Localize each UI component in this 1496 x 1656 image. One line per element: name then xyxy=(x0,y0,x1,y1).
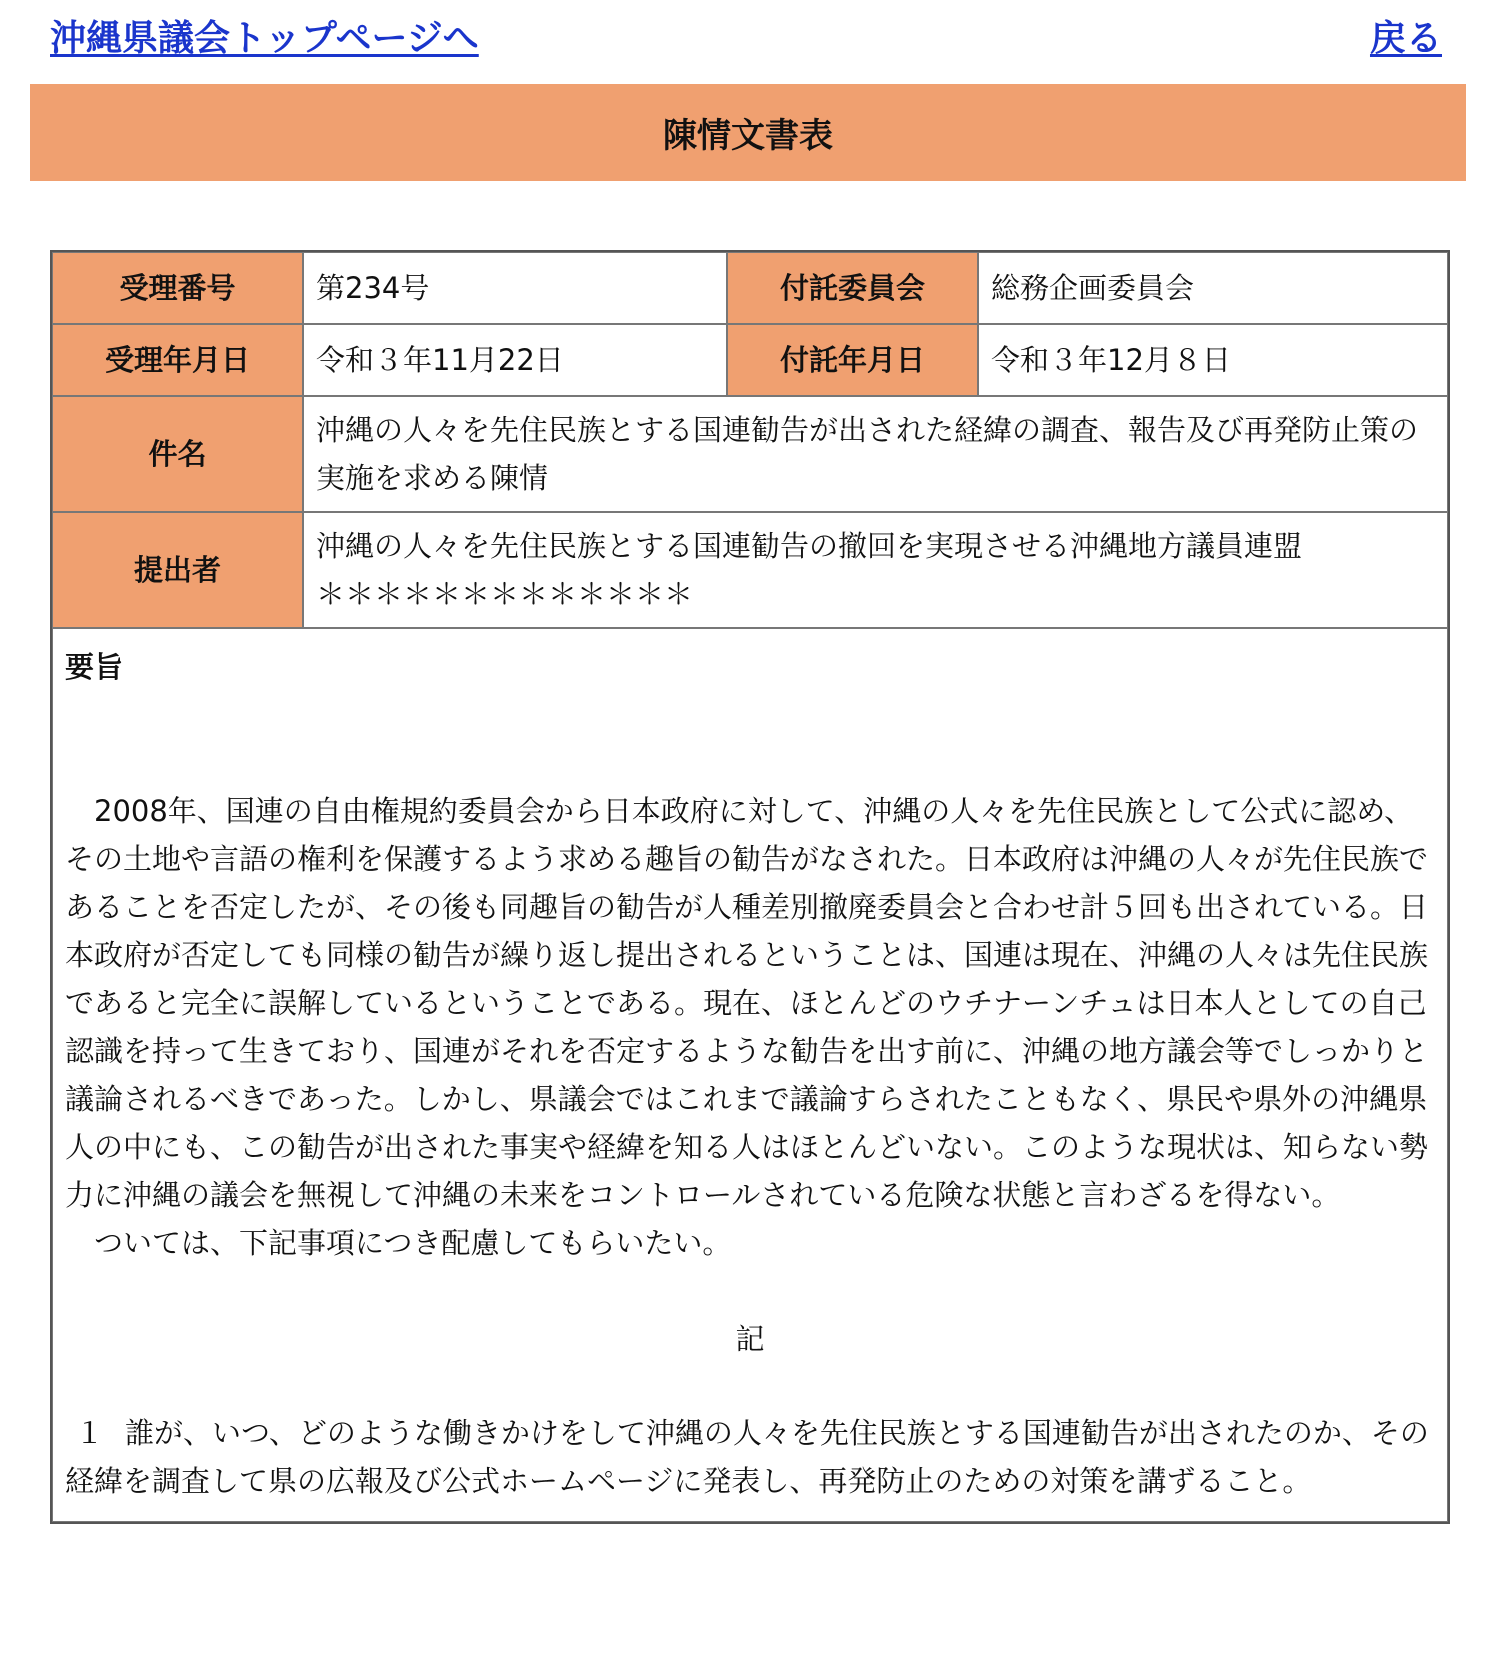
subject-label: 件名 xyxy=(52,396,303,512)
submitter-masked: ＊＊＊＊＊＊＊＊＊＊＊＊＊ xyxy=(316,577,694,611)
receipt-date-label: 受理年月日 xyxy=(52,324,303,396)
ki-heading: 記 xyxy=(735,1322,765,1356)
table-row xyxy=(52,252,1448,324)
submitter-label: 提出者 xyxy=(52,512,303,628)
receipt-date-value: 令和３年11月22日 xyxy=(303,324,727,396)
table-row xyxy=(52,628,1448,1522)
item-text: 誰が、いつ、どのような働きかけをして沖縄の人々を先住民族とする国連勧告が出されたのか、その経緯を調査して県の広報及び公式ホームページに発表し、再発防止のための対策を講ずること。 xyxy=(65,1416,1429,1498)
receipt-number-value: 第234号 xyxy=(303,252,727,324)
list-item xyxy=(65,1409,1435,1505)
committee-value: 総務企画委員会 xyxy=(978,252,1448,324)
summary-paragraph: 2008年、国連の自由権規約委員会から日本政府に対して、沖縄の人々を先住民族として公式に認め、その土地や言語の権利を保護するよう求める趣旨の勧告がなされた。日本政府は沖縄の人々が先住民族であることを否定したが、その後も同趣旨の勧告が人種差別撤廃委員会と合わせ計５回も出されている。日本政府が否定しても同様の勧告が繰り返し提出されるということは、国連は現在、沖縄の人々は先住民族であると完全に誤解しているということである。現在、ほとんどのウチナーンチュは日本人としての自己認識を持って生きており、国連がそれを否定するような勧告を出す前に、沖縄の地方議会等でしっかりと議論されるべきであった。しかし、県議会ではこれまで議論すらされたこともなく、県民や県外の沖縄県人の中にも、この勧告が出された事実や経緯を知る人はほとんどいない。このような現状は、知らない勢力に沖縄の議会を無視して沖縄の未来をコントロールされている危険な状態と言わざるを得ない。 xyxy=(65,794,1429,1212)
subject-value: 沖縄の人々を先住民族とする国連勧告が出された経緯の調査、報告及び再発防止策の実施を求める陳情 xyxy=(303,396,1448,512)
table-row xyxy=(52,512,1448,628)
page-title-banner xyxy=(30,84,1466,181)
summary-cell xyxy=(52,628,1448,1522)
submitter-value xyxy=(303,512,1448,628)
back-link[interactable]: 戻る xyxy=(1369,18,1442,59)
summary-title: 要旨 xyxy=(65,650,124,684)
petition-table xyxy=(50,250,1450,1524)
summary-paragraph: ついては、下記事項につき配慮してもらいたい。 xyxy=(94,1226,732,1260)
page-title: 陳情文書表 xyxy=(663,116,833,156)
referral-date-label: 付託年月日 xyxy=(727,324,978,396)
table-row xyxy=(52,324,1448,396)
home-link[interactable]: 沖縄県議会トップページへ xyxy=(50,18,479,59)
committee-label: 付託委員会 xyxy=(727,252,978,324)
top-navigation xyxy=(0,0,1496,70)
submitter-org: 沖縄の人々を先住民族とする国連勧告の撤回を実現させる沖縄地方議員連盟 xyxy=(316,529,1303,563)
receipt-number-label: 受理番号 xyxy=(52,252,303,324)
table-row xyxy=(52,396,1448,512)
item-number: １ xyxy=(75,1416,105,1450)
referral-date-value: 令和３年12月８日 xyxy=(978,324,1448,396)
